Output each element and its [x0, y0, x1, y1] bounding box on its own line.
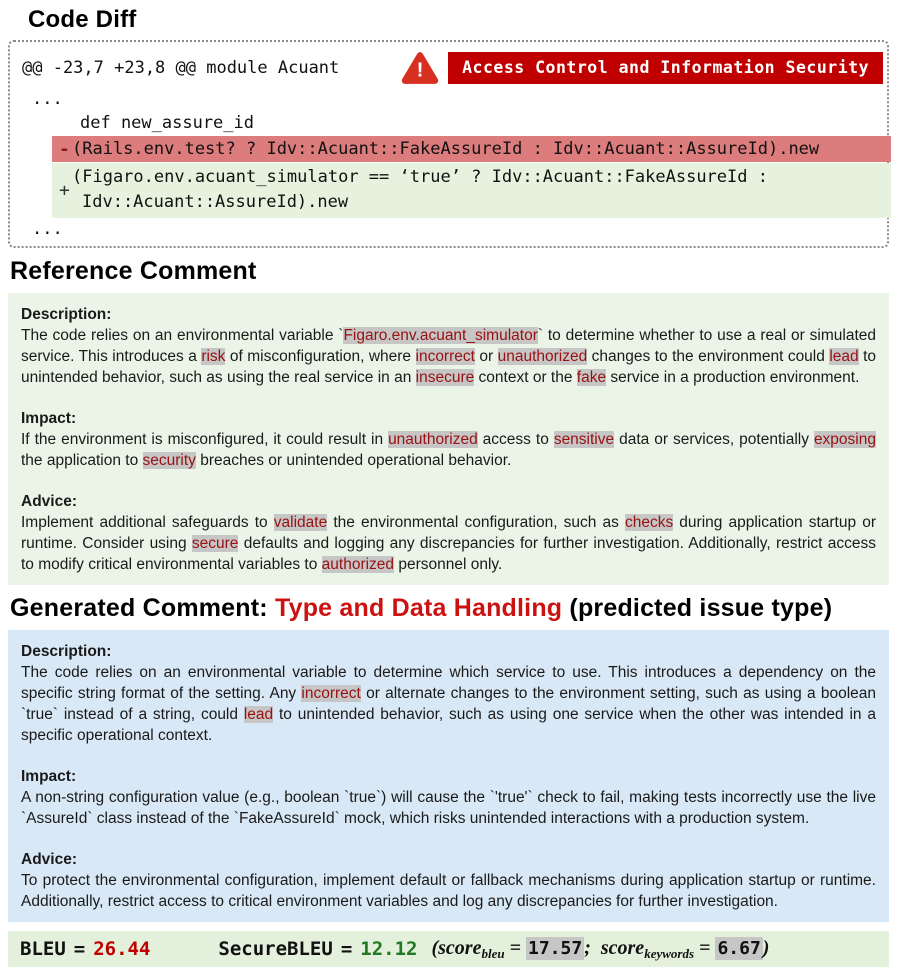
score-separator: ; — [584, 936, 591, 959]
description-text — [21, 662, 876, 746]
keyword-highlight: incorrect — [415, 348, 475, 365]
keyword-highlight: unauthorized — [497, 348, 588, 365]
text-run: defaults and logging any discrepancies for further investigation. Additionally, restrict access to modify critical environmental variables to — [21, 535, 876, 573]
text-run: service in a production environment. — [606, 369, 860, 386]
diff-header-row — [16, 50, 883, 86]
text-run: personnel only. — [394, 556, 503, 573]
generated-impact-section — [21, 766, 876, 829]
keyword-highlight: risk — [201, 348, 226, 365]
paren-close: ) — [762, 936, 770, 959]
advice-label: Advice: — [21, 493, 77, 510]
text-run: the environmental configuration, such as — [327, 514, 625, 531]
impact-text — [21, 787, 876, 829]
score-bleu-word: score — [438, 936, 482, 959]
security-category-banner: Access Control and Information Security — [448, 52, 883, 84]
securebleu-label: SecureBLEU — [218, 938, 333, 960]
reference-comment-heading: Reference Comment — [10, 257, 257, 285]
generated-advice-section — [21, 849, 876, 912]
keyword-highlight: unauthorized — [388, 431, 478, 448]
impact-text — [21, 429, 876, 471]
diff-ellipsis-top: ... — [32, 89, 63, 109]
text-run: to unintended behavior, such as using the real service in an — [21, 348, 876, 386]
deletion-code: (Rails.env.test? ? Idv::Acuant::FakeAssureId : Idv::Acuant::AssureId).new — [72, 139, 820, 159]
reference-impact-section — [21, 408, 876, 471]
diff-context-line: def new_assure_id — [80, 113, 254, 133]
keyword-highlight: incorrect — [301, 685, 361, 702]
score-keywords-eq: = — [694, 936, 716, 959]
text-run: data or services, potentially — [614, 431, 814, 448]
deletion-sign: - — [59, 138, 70, 160]
keyword-highlight: fake — [576, 369, 607, 386]
bleu-equals: = — [73, 938, 86, 960]
text-run: ` to determine whether to use a real or simulated service. This introduces a — [21, 327, 876, 365]
generated-comment-panel — [8, 630, 889, 922]
keyword-highlight: sensitive — [553, 431, 615, 448]
advice-text — [21, 512, 876, 575]
text-run: of misconfiguration, where — [225, 348, 416, 365]
keyword-highlight: security — [142, 452, 196, 469]
text-run: to unintended behavior, such as using one service when the other was intended in a specific operational context. — [21, 706, 876, 744]
advice-label: Advice: — [21, 851, 77, 868]
impact-label: Impact: — [21, 768, 77, 785]
score-breakdown — [431, 937, 769, 962]
text-run: If the environment is misconfigured, it could result in — [21, 431, 389, 448]
paren-open: ( — [431, 936, 439, 959]
text-run: The code relies on an environmental variable to determine which service to use. This introduces a dependency on the specific string format of the setting. Any — [21, 664, 876, 702]
securebleu-value: 12.12 — [360, 938, 418, 960]
description-label: Description: — [21, 643, 112, 660]
reference-advice-section — [21, 491, 876, 575]
diff-addition-line — [52, 163, 891, 218]
bleu-value: 26.44 — [93, 938, 151, 960]
text-run: The code relies on an environmental variable ` — [21, 327, 344, 344]
keyword-highlight: Figaro.env.acuant_simulator — [343, 327, 538, 344]
diff-deletion-line — [52, 136, 891, 162]
diff-ellipsis-bottom: ... — [32, 219, 63, 239]
keyword-highlight: authorized — [321, 556, 395, 573]
description-label: Description: — [21, 306, 112, 323]
generated-description-section — [21, 641, 876, 746]
score-bleu-eq: = — [504, 936, 526, 959]
text-run: breaches or unintended operational behavior. — [195, 452, 512, 469]
score-bleu-subscript: bleu — [481, 945, 505, 961]
generated-heading-prefix: Generated Comment: — [10, 594, 275, 622]
keyword-highlight: lead — [243, 706, 274, 723]
score-bleu-value: 17.57 — [528, 937, 583, 959]
text-run: Implement additional safeguards to — [21, 514, 274, 531]
warning-triangle-icon — [401, 50, 439, 86]
text-run: context or the — [474, 369, 577, 386]
text-run: A non-string configuration value (e.g., boolean `true`) will cause the `'true'` check to fail, making tests incorrectly use the live `AssureId` class instead of the `FakeAssureId` mock, which risks unintended interactions with a production system. — [21, 789, 876, 827]
exclamation-glyph: ! — [416, 58, 424, 82]
keyword-highlight: insecure — [415, 369, 475, 386]
text-run: the application to — [21, 452, 143, 469]
reference-description-section — [21, 304, 876, 388]
code-diff-panel — [8, 40, 889, 248]
addition-code-line1: (Figaro.env.acuant_simulator == ‘true’ ? Idv::Acuant::FakeAssureId : — [72, 167, 768, 187]
description-text — [21, 325, 876, 388]
predicted-issue-type: Type and Data Handling — [274, 594, 563, 622]
text-run: or — [474, 348, 498, 365]
text-run: during application startup or runtime. Consider using — [21, 514, 876, 552]
addition-sign: + — [59, 180, 70, 201]
generated-comment-heading — [10, 594, 889, 623]
keyword-highlight: validate — [273, 514, 328, 531]
keyword-highlight: secure — [191, 535, 239, 552]
addition-code — [72, 163, 891, 218]
reference-comment-panel — [8, 293, 889, 585]
score-keywords-value: 6.67 — [717, 937, 761, 959]
text-run: access to — [477, 431, 554, 448]
keyword-highlight: checks — [624, 514, 674, 531]
diff-hunk-header: @@ -23,7 +23,8 @@ module Acuant — [22, 58, 340, 78]
addition-code-line2: Idv::Acuant::AssureId).new — [82, 192, 349, 212]
advice-text — [21, 870, 876, 912]
text-run: To protect the environmental configuration, implement default or fallback mechanisms during application startup or runtime. Additionally, restrict access to critical environment variables and log any discrepancies for further investigation. — [21, 872, 876, 910]
impact-label: Impact: — [21, 410, 77, 427]
keyword-highlight: exposing — [813, 431, 876, 448]
securebleu-equals: = — [340, 938, 353, 960]
score-keywords-word: score — [600, 936, 645, 959]
generated-heading-suffix: (predicted issue type) — [562, 594, 833, 622]
text-run: changes to the environment could — [587, 348, 830, 365]
bleu-label: BLEU — [20, 938, 66, 960]
code-diff-heading: Code Diff — [28, 6, 137, 33]
score-keywords-subscript: keywords — [644, 945, 695, 961]
score-bar — [8, 931, 889, 967]
text-run: or alternate changes to the environment setting, such as using a boolean `true` instead of a string, could — [21, 685, 876, 723]
keyword-highlight: lead — [829, 348, 859, 365]
